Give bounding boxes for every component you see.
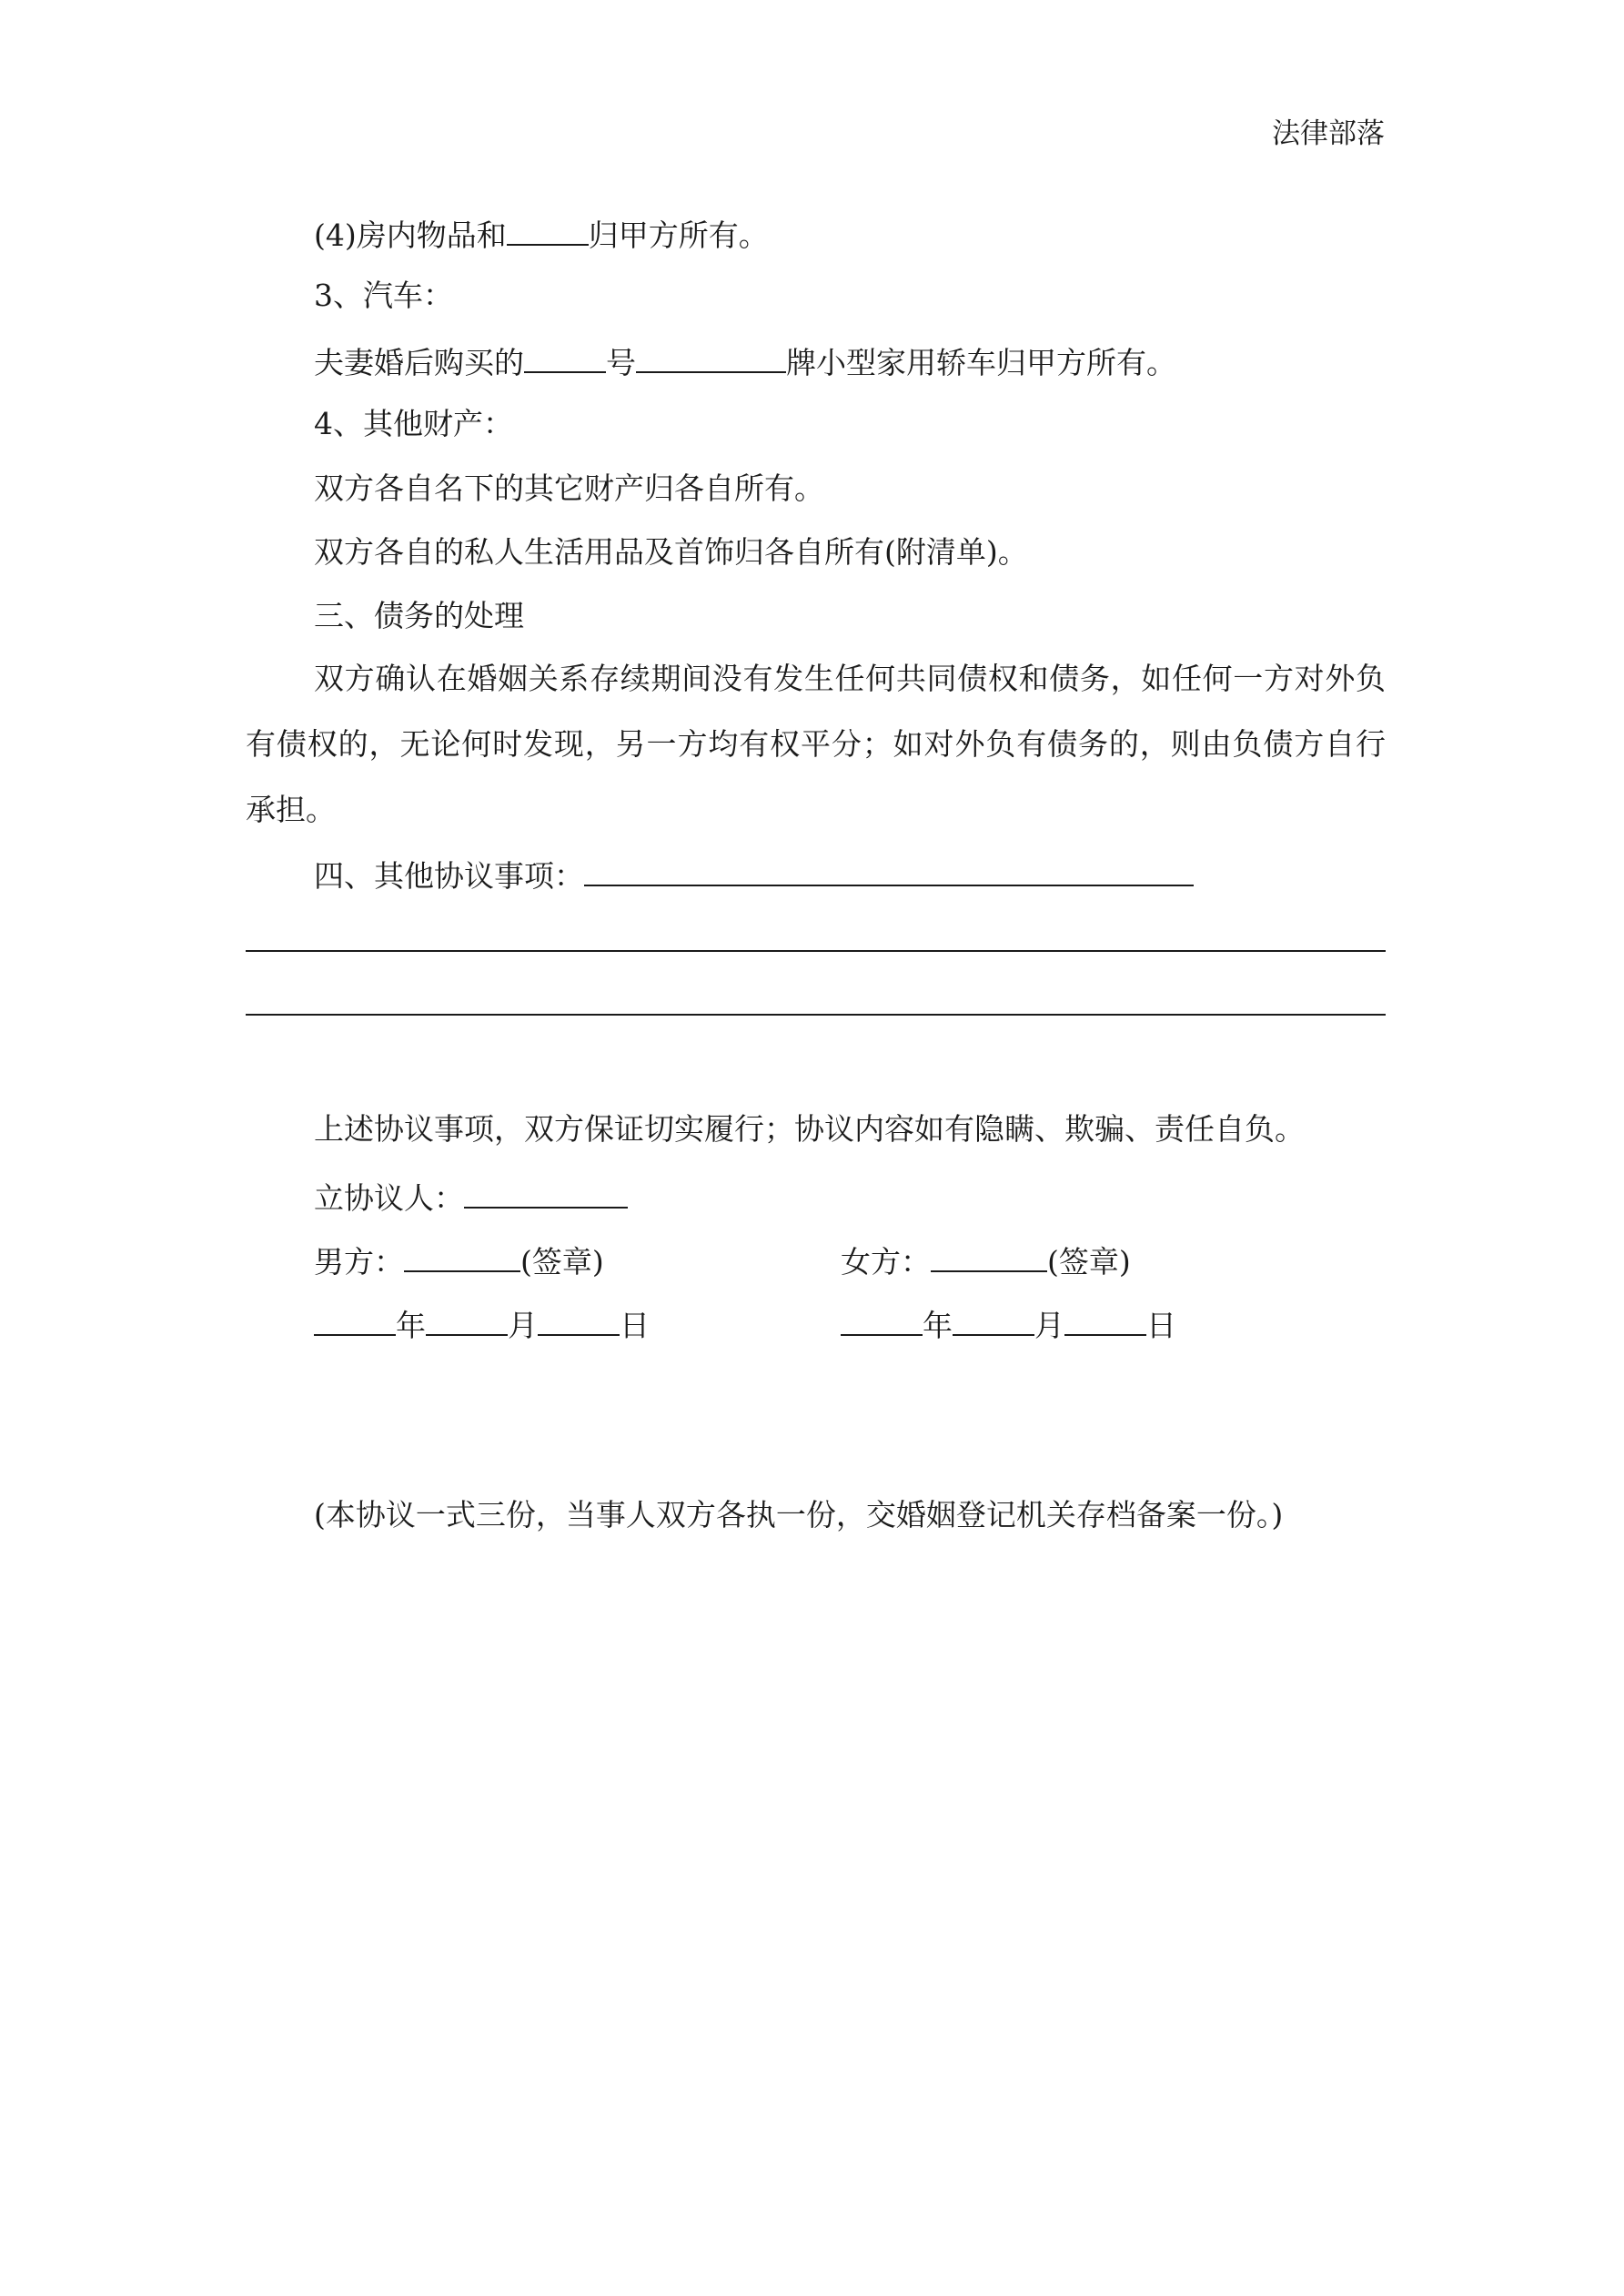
- other-matters-line-2[interactable]: [246, 950, 1386, 952]
- car-heading: 3、汽车：: [314, 278, 453, 313]
- car-line: [314, 344, 1176, 378]
- female-sign-line: [841, 1243, 1131, 1277]
- female-day-label: 日: [1146, 1308, 1176, 1343]
- item4-line: [314, 217, 769, 253]
- signatory-label: 立协议人：: [314, 1180, 464, 1216]
- car-prefix: 夫妻婚后购买的: [314, 345, 524, 380]
- car-mid: 号: [606, 345, 636, 380]
- other-property-line2: 双方各自的私人生活用品及首饰归各自所有(附清单)。: [314, 534, 1028, 570]
- female-year-label: 年: [923, 1308, 953, 1343]
- female-day-blank[interactable]: [1064, 1307, 1146, 1336]
- male-sign-blank[interactable]: [404, 1243, 520, 1272]
- female-seal: (签章): [1047, 1244, 1131, 1279]
- other-property-heading: 4、其他财产：: [314, 406, 513, 441]
- car-brand-blank[interactable]: [636, 344, 786, 373]
- item4-suffix: 归甲方所有。: [588, 217, 769, 253]
- male-date-line: [314, 1307, 650, 1343]
- other-matters-line-3[interactable]: [246, 1014, 1386, 1016]
- male-year-label: 年: [396, 1308, 426, 1343]
- signatory-line: [314, 1179, 628, 1216]
- other-property-line1: 双方各自名下的其它财产归各自所有。: [314, 470, 824, 506]
- guarantee-text: 上述协议事项，双方保证切实履行；协议内容如有隐瞒、欺骗、责任自负。: [314, 1111, 1305, 1147]
- female-sign-blank[interactable]: [931, 1243, 1047, 1272]
- female-label: 女方：: [841, 1244, 931, 1279]
- header-brand: 法律部落: [1272, 117, 1385, 150]
- male-year-blank[interactable]: [314, 1307, 396, 1336]
- item4-prefix: (4)房内物品和: [314, 217, 507, 253]
- female-date-line: [841, 1307, 1176, 1343]
- other-matters-label: 四、其他协议事项：: [314, 858, 584, 894]
- male-seal: (签章): [520, 1244, 604, 1279]
- debt-heading: 三、债务的处理: [314, 598, 524, 633]
- car-plate-blank[interactable]: [524, 344, 606, 373]
- car-suffix: 牌小型家用轿车归甲方所有。: [786, 345, 1176, 380]
- other-matters-line: [314, 857, 1194, 894]
- other-matters-blank[interactable]: [584, 857, 1194, 886]
- debt-paragraph: 双方确认在婚姻关系存续期间没有发生任何共同债权和债务，如任何一方对外负有债权的，无论何时发现，另一方均有权平分；如对外负有债务的，则由负债方自行承担。: [246, 661, 1386, 827]
- item4-blank[interactable]: [507, 217, 589, 246]
- male-month-label: 月: [508, 1308, 538, 1343]
- male-label: 男方：: [314, 1244, 404, 1279]
- male-sign-line: [314, 1243, 604, 1277]
- signatory-blank[interactable]: [464, 1179, 628, 1209]
- male-day-blank[interactable]: [538, 1307, 620, 1336]
- footnote: (本协议一式三份，当事人双方各执一份，交婚姻登记机关存档备案一份。): [314, 1497, 1284, 1532]
- male-day-label: 日: [620, 1308, 650, 1343]
- female-year-blank[interactable]: [841, 1307, 923, 1336]
- male-month-blank[interactable]: [426, 1307, 508, 1336]
- female-month-blank[interactable]: [953, 1307, 1034, 1336]
- female-month-label: 月: [1034, 1308, 1064, 1343]
